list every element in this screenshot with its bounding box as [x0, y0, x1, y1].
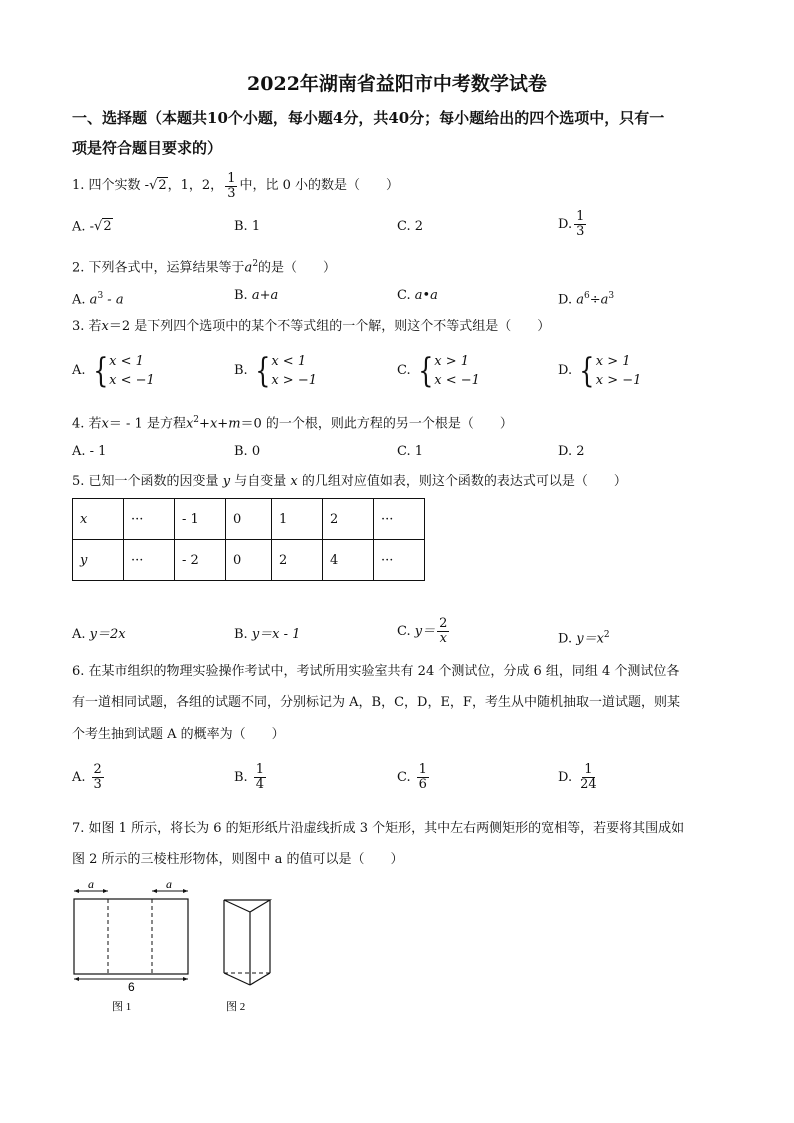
- question-4: 4. 若x＝ - 1 是方程$x^2+x+m=0$ 的一个根，则此方程的另一个根是（ ）: [72, 415, 513, 432]
- table-cell: ···: [124, 499, 175, 540]
- q6-option-b[interactable]: B. $\frac{1}{4}$: [234, 762, 264, 792]
- question-7-line2: 图 2 所示的三棱柱形物体，则图中 a 的值可以是（ ）: [72, 852, 404, 867]
- q5-option-b[interactable]: B. y＝x - 1: [234, 627, 301, 642]
- q4-option-b[interactable]: B. 0: [234, 444, 261, 459]
- q3-option-d[interactable]: D. { x > 1 x > −1: [558, 351, 642, 391]
- q1-pre: 1. 四个实数 -: [72, 178, 150, 193]
- table-cell: 0: [226, 540, 272, 581]
- q4-option-d[interactable]: D. 2: [558, 444, 585, 459]
- q3-option-c[interactable]: C. { x > 1 x < −1: [397, 351, 480, 391]
- question-2: 2. 下列各式中，运算结果等于$a^2$的是（ ）: [72, 259, 337, 276]
- q2-option-a[interactable]: A. $a^3$ - a: [72, 291, 124, 308]
- label-six: 6: [128, 980, 135, 994]
- figure-2-caption: 图 2: [226, 1001, 246, 1013]
- q6-option-d[interactable]: D. $\frac{1}{24}$: [558, 762, 597, 792]
- q1-post: 中，比 0 小的数是（ ）: [239, 178, 400, 193]
- q3-option-b[interactable]: B. { x < 1 x > −1: [234, 351, 317, 391]
- q1-mid: ，1，2，: [167, 178, 224, 193]
- question-7-line1: 7. 如图 1 所示，将长为 6 的矩形纸片沿虚线折成 3 个矩形，其中左右两侧矩形的宽相等，若要将其围成如: [72, 821, 685, 836]
- question-6-line1: 6. 在某市组织的物理实验操作考试中，考试所用实验室共有 24 个测试位，分成 6 组，同组 4 个测试位各: [72, 664, 680, 679]
- value-table: [72, 498, 425, 581]
- table-cell: ···: [374, 499, 425, 540]
- table-cell: 1: [272, 499, 323, 540]
- q4-option-a[interactable]: A. - 1: [72, 444, 107, 459]
- q6-option-a[interactable]: A. $\frac{2}{3}$: [72, 762, 102, 792]
- q4-option-c[interactable]: C. 1: [397, 444, 424, 459]
- table-cell: 4: [323, 540, 374, 581]
- table-cell: 2: [323, 499, 374, 540]
- question-3: 3. 若x＝2 是下列四个选项中的某个不等式组的一个解，则这个不等式组是（ ）: [72, 319, 551, 334]
- question-6-line2: 有一道相同试题，各组的试题不同，分别标记为 A，B，C，D，E，F，考生从中随机抽取一道试题，则某: [72, 695, 680, 710]
- q2-option-c[interactable]: C. a•a: [397, 288, 438, 303]
- figure-2: [214, 890, 284, 1018]
- q2-option-b[interactable]: B. a+a: [234, 288, 279, 303]
- label-a-left: a: [88, 878, 94, 891]
- figure-1: [64, 878, 204, 1018]
- table-cell: ···: [374, 540, 425, 581]
- table-cell: x: [73, 499, 124, 540]
- figure-1-caption: 图 1: [112, 1001, 132, 1013]
- table-cell: - 1: [175, 499, 226, 540]
- question-1: [72, 170, 399, 202]
- q1-sqrt: √2: [149, 178, 167, 193]
- table-cell: y: [73, 540, 124, 581]
- page-title: 2022年湖南省益阳市中考数学试卷: [247, 73, 547, 95]
- table-cell: - 2: [175, 540, 226, 581]
- q1-option-c[interactable]: C. 2: [397, 219, 424, 234]
- table-cell: 0: [226, 499, 272, 540]
- q6-option-c[interactable]: C. $\frac{1}{6}$: [397, 762, 427, 792]
- prism-top-face: [224, 900, 270, 912]
- q2-option-d[interactable]: D. $a^6\div a^3$: [558, 291, 615, 308]
- question-6-line3: 个考生抽到试题 A 的概率为（ ）: [72, 727, 285, 742]
- q1-fraction: $\frac{1}{3}$: [227, 170, 236, 201]
- q1-option-d[interactable]: D. $\frac{1}{3}$: [558, 209, 585, 239]
- paper-rectangle: [74, 899, 188, 974]
- table-cell: ···: [124, 540, 175, 581]
- section-heading-line1: 一、选择题（本题共10个小题，每小题4分，共40分；每小题给出的四个选项中，只有一: [72, 109, 665, 127]
- q5-option-c[interactable]: C. y＝ $\frac{2}{x}$: [397, 616, 448, 646]
- q5-option-d[interactable]: D. $y=x^2$: [558, 630, 610, 647]
- table-cell: 2: [272, 540, 323, 581]
- question-5: 5. 已知一个函数的因变量 y 与自变量 x 的几组对应值如表，则这个函数的表达式可以是（ ）: [72, 474, 627, 489]
- q3-option-a[interactable]: A. { x < 1 x < −1: [72, 351, 155, 391]
- label-a-right: a: [166, 878, 172, 891]
- q1-option-a[interactable]: A. -√2: [72, 219, 112, 235]
- section-heading-line2: 项是符合题目要求的）: [72, 139, 223, 157]
- table-row-x: [73, 499, 425, 540]
- q5-option-a[interactable]: A. y＝2x: [72, 627, 126, 642]
- q1-option-b[interactable]: B. 1: [234, 219, 261, 234]
- table-row-y: [73, 540, 425, 581]
